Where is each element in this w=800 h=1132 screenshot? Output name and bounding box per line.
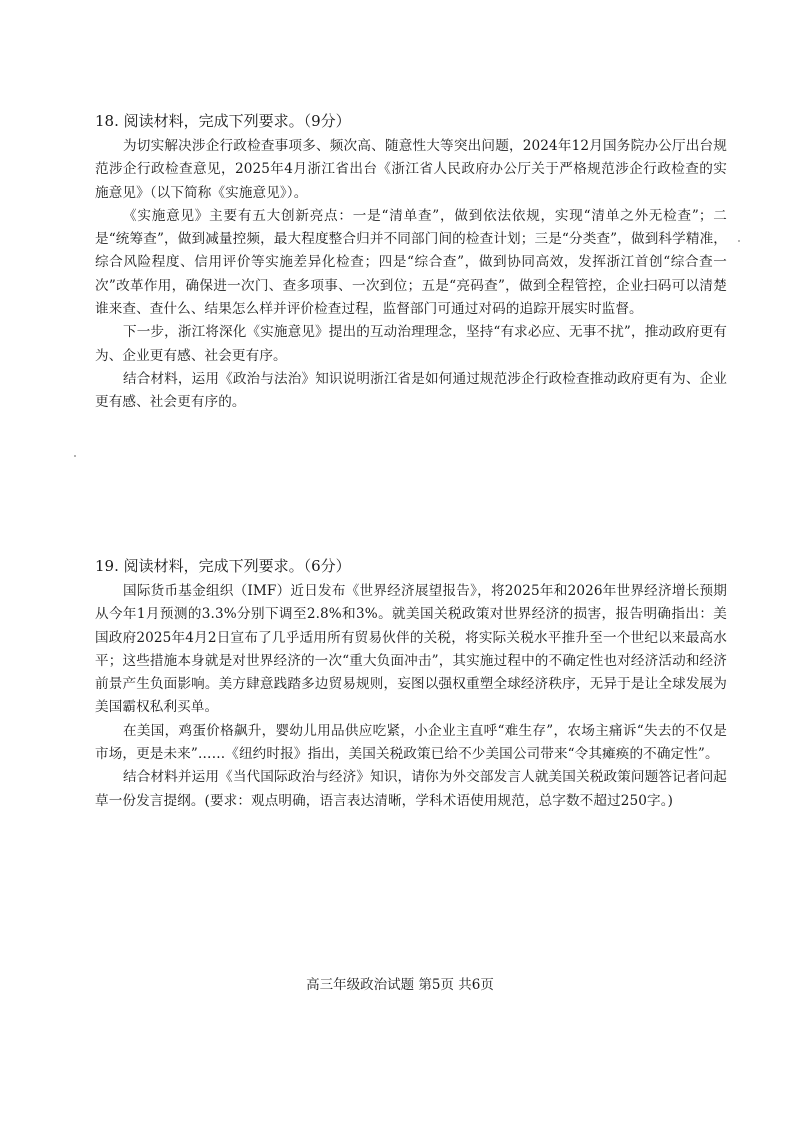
scan-speck: [738, 240, 740, 242]
question-18-paragraph-3: 下一步，浙江将深化《实施意见》提出的互动治理理念，坚持“有求必应、无事不扰”，推动政府更有为、企业更有感、社会更有序。: [95, 324, 727, 364]
question-19-title: 19. 阅读材料，完成下列要求。（6分）: [95, 557, 351, 575]
question-18: [95, 110, 727, 415]
question-18-paragraph-2: 《实施意见》主要有五大创新亮点：一是“清单查”，做到依法依规，实现“清单之外无检查”；二是“统筹查”，做到减量控频，最大程度整合归并不同部门间的检查计划；三是“分类查”，做到科学精准，综合风险程度、信用评价等实施差异化检查；四是“综合查”，做到协同高效，发挥浙江首创“综合查一次”改革作用，确保进一次门、查多项事、一次到位；五是“亮码查”，做到全程管控，企业扫码可以清楚谁来查、查什么、结果怎么样并评价检查过程，监督部门可通过对码的追踪开展实时监督。: [95, 207, 727, 318]
question-19-paragraph-1: 国际货币基金组织（IMF）近日发布《世界经济展望报告》，将2025年和2026年世界经济增长预期从今年1月预测的3.3%分别下调至2.8%和3%。就美国关税政策对世界经济的损害，报告明确指出：美国政府2025年4月2日宣布了几乎适用所有贸易伙伴的关税，将实际关税水平推升至一个世纪以来最高水平；这些措施本身就是对世界经济的一次“重大负面冲击”，其实施过程中的不确定性也对经济活动和经济前景产生负面影响。美方肆意践踏多边贸易规则，妄图以强权重塑全球经济秩序，无异于是让全球发展为美国霸权私利买单。: [95, 583, 727, 716]
page-footer: 高三年级政治试题 第5页 共6页: [306, 977, 494, 993]
question-19: [95, 555, 727, 813]
question-19-prompt: 结合材料并运用《当代国际政治与经济》知识，请你为外交部发言人就美国关税政策问题答记者问起草一份发言提纲。(要求：观点明确，语言表达清晰，学科术语使用规范，总字数不超过250字。): [95, 769, 727, 809]
question-18-prompt: 结合材料，运用《政治与法治》知识说明浙江省是如何通过规范涉企行政检查推动政府更有为、企业更有感、社会更有序的。: [95, 370, 727, 411]
question-19-paragraph-2: 在美国，鸡蛋价格飙升，婴幼儿用品供应吃紧，小企业主直呼“难生存”，农场主痛诉“失去的不仅是市场，更是未来”……《纽约时报》指出，美国关税政策已给不少美国公司带来“令其瘫痪的不确定性”。: [95, 722, 727, 763]
question-18-paragraph-1: 为切实解决涉企行政检查事项多、频次高、随意性大等突出问题，2024年12月国务院办公厅出台规范涉企行政检查意见，2025年4月浙江省出台《浙江省人民政府办公厅关于严格规范涉企行政检查的实施意见》（以下简称《实施意见》）。: [95, 138, 727, 201]
question-18-title: 18. 阅读材料，完成下列要求。（9分）: [95, 112, 351, 130]
scan-speck: [74, 455, 76, 457]
